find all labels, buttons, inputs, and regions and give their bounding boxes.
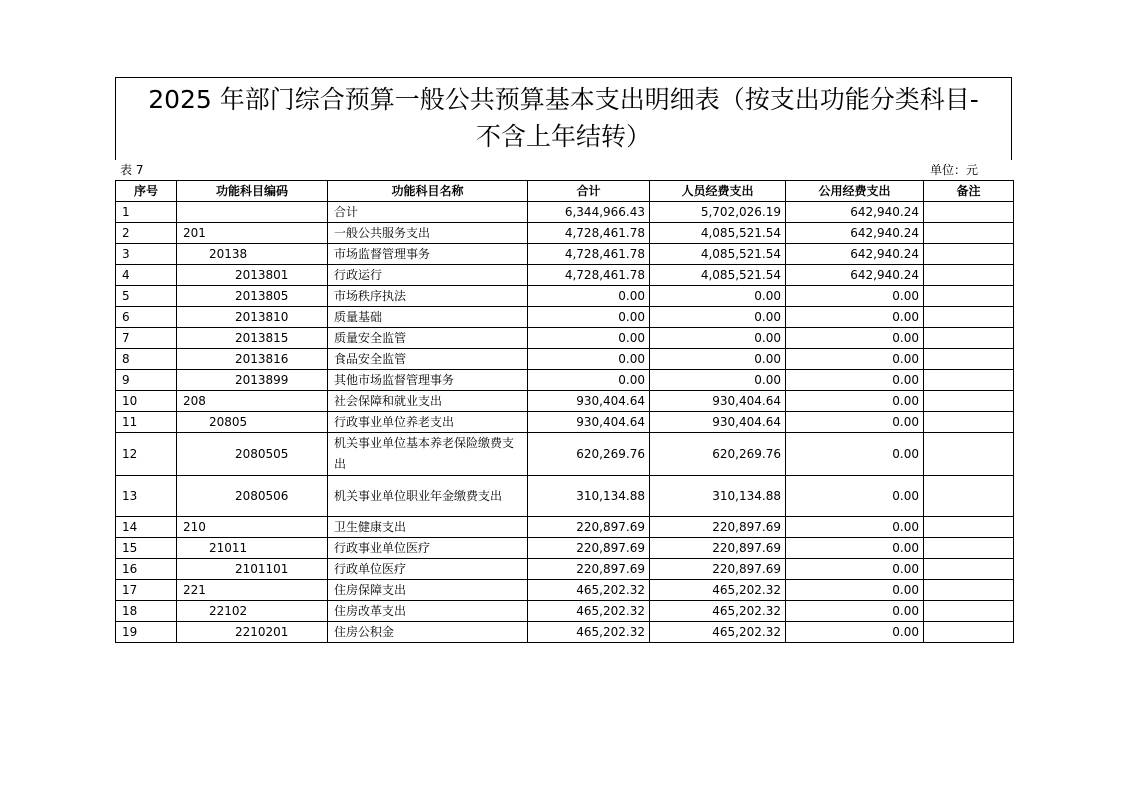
- cell-name: 机关事业单位职业年金缴费支出: [328, 476, 528, 517]
- cell-personnel: 4,085,521.54: [650, 223, 786, 244]
- cell-name: 住房改革支出: [328, 601, 528, 622]
- page-title-line-1: 2025 年部门综合预算一般公共预算基本支出明细表（按支出功能分类科目-: [148, 85, 979, 114]
- table-row: [116, 622, 1014, 643]
- cell-code: 2013805: [177, 286, 328, 307]
- cell-personnel: 465,202.32: [650, 580, 786, 601]
- cell-public: 0.00: [786, 370, 924, 391]
- cell-code: 2101101: [177, 559, 328, 580]
- cell-seq: 19: [116, 622, 177, 643]
- cell-note: [924, 244, 1014, 265]
- table-row: [116, 223, 1014, 244]
- cell-note: [924, 349, 1014, 370]
- cell-note: [924, 412, 1014, 433]
- cell-seq: 2: [116, 223, 177, 244]
- cell-seq: 15: [116, 538, 177, 559]
- header-total: 合计: [528, 181, 650, 202]
- header-row: [116, 181, 1014, 202]
- cell-seq: 1: [116, 202, 177, 223]
- table-row: [116, 538, 1014, 559]
- cell-total: 465,202.32: [528, 622, 650, 643]
- cell-note: [924, 265, 1014, 286]
- header-note: 备注: [924, 181, 1014, 202]
- cell-total: 4,728,461.78: [528, 265, 650, 286]
- cell-note: [924, 202, 1014, 223]
- cell-total: 465,202.32: [528, 580, 650, 601]
- cell-public: 0.00: [786, 601, 924, 622]
- cell-code: 2013810: [177, 307, 328, 328]
- cell-note: [924, 223, 1014, 244]
- budget-table: [115, 180, 1014, 643]
- cell-seq: 6: [116, 307, 177, 328]
- cell-seq: 17: [116, 580, 177, 601]
- cell-total: 0.00: [528, 370, 650, 391]
- cell-personnel: 0.00: [650, 370, 786, 391]
- table-row: [116, 601, 1014, 622]
- cell-personnel: 0.00: [650, 307, 786, 328]
- title-box: [115, 77, 1012, 160]
- cell-code: 2013899: [177, 370, 328, 391]
- table-row: [116, 412, 1014, 433]
- cell-personnel: 930,404.64: [650, 391, 786, 412]
- cell-total: 220,897.69: [528, 517, 650, 538]
- table-row: [116, 370, 1014, 391]
- cell-public: 0.00: [786, 328, 924, 349]
- cell-total: 4,728,461.78: [528, 223, 650, 244]
- cell-total: 465,202.32: [528, 601, 650, 622]
- cell-personnel: 930,404.64: [650, 412, 786, 433]
- cell-public: 642,940.24: [786, 202, 924, 223]
- cell-public: 0.00: [786, 349, 924, 370]
- table-label: 表 7: [120, 163, 144, 177]
- cell-seq: 7: [116, 328, 177, 349]
- cell-seq: 3: [116, 244, 177, 265]
- cell-public: 0.00: [786, 559, 924, 580]
- cell-personnel: 0.00: [650, 349, 786, 370]
- cell-name: 市场秩序执法: [328, 286, 528, 307]
- cell-name: 行政事业单位养老支出: [328, 412, 528, 433]
- cell-personnel: 4,085,521.54: [650, 244, 786, 265]
- cell-personnel: 465,202.32: [650, 622, 786, 643]
- cell-personnel: 220,897.69: [650, 517, 786, 538]
- cell-personnel: 310,134.88: [650, 476, 786, 517]
- cell-code: 20138: [177, 244, 328, 265]
- cell-code: 2013801: [177, 265, 328, 286]
- cell-code: 210: [177, 517, 328, 538]
- table-row: [116, 286, 1014, 307]
- cell-name: 社会保障和就业支出: [328, 391, 528, 412]
- table-row: [116, 433, 1014, 476]
- cell-total: 0.00: [528, 286, 650, 307]
- cell-public: 0.00: [786, 538, 924, 559]
- cell-personnel: 465,202.32: [650, 601, 786, 622]
- cell-name: 住房保障支出: [328, 580, 528, 601]
- cell-public: 642,940.24: [786, 244, 924, 265]
- cell-name: 市场监督管理事务: [328, 244, 528, 265]
- cell-name: 行政运行: [328, 265, 528, 286]
- cell-name: 机关事业单位基本养老保险缴费支出: [328, 433, 528, 476]
- cell-note: [924, 370, 1014, 391]
- table-row: [116, 307, 1014, 328]
- cell-note: [924, 622, 1014, 643]
- table-row: [116, 476, 1014, 517]
- cell-public: 642,940.24: [786, 265, 924, 286]
- cell-code: [177, 202, 328, 223]
- cell-total: 930,404.64: [528, 412, 650, 433]
- table-row: [116, 265, 1014, 286]
- cell-note: [924, 517, 1014, 538]
- cell-total: 4,728,461.78: [528, 244, 650, 265]
- table-row: [116, 328, 1014, 349]
- cell-note: [924, 559, 1014, 580]
- cell-name: 质量安全监管: [328, 328, 528, 349]
- cell-code: 20805: [177, 412, 328, 433]
- cell-total: 220,897.69: [528, 538, 650, 559]
- cell-total: 0.00: [528, 307, 650, 328]
- cell-public: 0.00: [786, 412, 924, 433]
- cell-name: 一般公共服务支出: [328, 223, 528, 244]
- cell-code: 208: [177, 391, 328, 412]
- cell-note: [924, 391, 1014, 412]
- cell-note: [924, 307, 1014, 328]
- table-row: [116, 202, 1014, 223]
- cell-personnel: 5,702,026.19: [650, 202, 786, 223]
- unit-label: 单位：元: [930, 163, 979, 177]
- header-public: 公用经费支出: [786, 181, 924, 202]
- cell-note: [924, 538, 1014, 559]
- cell-public: 642,940.24: [786, 223, 924, 244]
- cell-code: 2013816: [177, 349, 328, 370]
- cell-seq: 16: [116, 559, 177, 580]
- cell-personnel: 4,085,521.54: [650, 265, 786, 286]
- cell-total: 0.00: [528, 349, 650, 370]
- cell-public: 0.00: [786, 517, 924, 538]
- table-row: [116, 349, 1014, 370]
- cell-note: [924, 433, 1014, 476]
- table-row: [116, 559, 1014, 580]
- table-row: [116, 244, 1014, 265]
- cell-note: [924, 328, 1014, 349]
- cell-seq: 9: [116, 370, 177, 391]
- cell-note: [924, 601, 1014, 622]
- header-name: 功能科目名称: [328, 181, 528, 202]
- cell-personnel: 0.00: [650, 286, 786, 307]
- cell-name: 食品安全监管: [328, 349, 528, 370]
- cell-code: 22102: [177, 601, 328, 622]
- cell-name: 行政事业单位医疗: [328, 538, 528, 559]
- cell-note: [924, 580, 1014, 601]
- cell-name: 其他市场监督管理事务: [328, 370, 528, 391]
- cell-total: 0.00: [528, 328, 650, 349]
- cell-code: 2080506: [177, 476, 328, 517]
- cell-total: 220,897.69: [528, 559, 650, 580]
- header-code: 功能科目编码: [177, 181, 328, 202]
- cell-seq: 13: [116, 476, 177, 517]
- page-title-line-2: 不含上年结转）: [475, 122, 651, 151]
- cell-name: 行政单位医疗: [328, 559, 528, 580]
- cell-public: 0.00: [786, 307, 924, 328]
- cell-personnel: 220,897.69: [650, 559, 786, 580]
- cell-code: 21011: [177, 538, 328, 559]
- cell-seq: 12: [116, 433, 177, 476]
- cell-code: 2210201: [177, 622, 328, 643]
- cell-seq: 11: [116, 412, 177, 433]
- cell-public: 0.00: [786, 476, 924, 517]
- cell-total: 6,344,966.43: [528, 202, 650, 223]
- cell-personnel: 0.00: [650, 328, 786, 349]
- cell-name: 合计: [328, 202, 528, 223]
- cell-seq: 18: [116, 601, 177, 622]
- cell-seq: 8: [116, 349, 177, 370]
- cell-total: 930,404.64: [528, 391, 650, 412]
- cell-seq: 10: [116, 391, 177, 412]
- cell-name: 质量基础: [328, 307, 528, 328]
- cell-seq: 5: [116, 286, 177, 307]
- cell-total: 310,134.88: [528, 476, 650, 517]
- header-seq: 序号: [116, 181, 177, 202]
- table-row: [116, 580, 1014, 601]
- cell-public: 0.00: [786, 391, 924, 412]
- cell-seq: 4: [116, 265, 177, 286]
- cell-public: 0.00: [786, 580, 924, 601]
- cell-name: 住房公积金: [328, 622, 528, 643]
- table-row: [116, 517, 1014, 538]
- cell-personnel: 620,269.76: [650, 433, 786, 476]
- cell-personnel: 220,897.69: [650, 538, 786, 559]
- cell-seq: 14: [116, 517, 177, 538]
- cell-code: 201: [177, 223, 328, 244]
- cell-code: 2080505: [177, 433, 328, 476]
- cell-public: 0.00: [786, 433, 924, 476]
- cell-total: 620,269.76: [528, 433, 650, 476]
- cell-public: 0.00: [786, 286, 924, 307]
- cell-public: 0.00: [786, 622, 924, 643]
- header-personnel: 人员经费支出: [650, 181, 786, 202]
- cell-note: [924, 476, 1014, 517]
- table-row: [116, 391, 1014, 412]
- cell-name: 卫生健康支出: [328, 517, 528, 538]
- cell-note: [924, 286, 1014, 307]
- cell-code: 2013815: [177, 328, 328, 349]
- cell-code: 221: [177, 580, 328, 601]
